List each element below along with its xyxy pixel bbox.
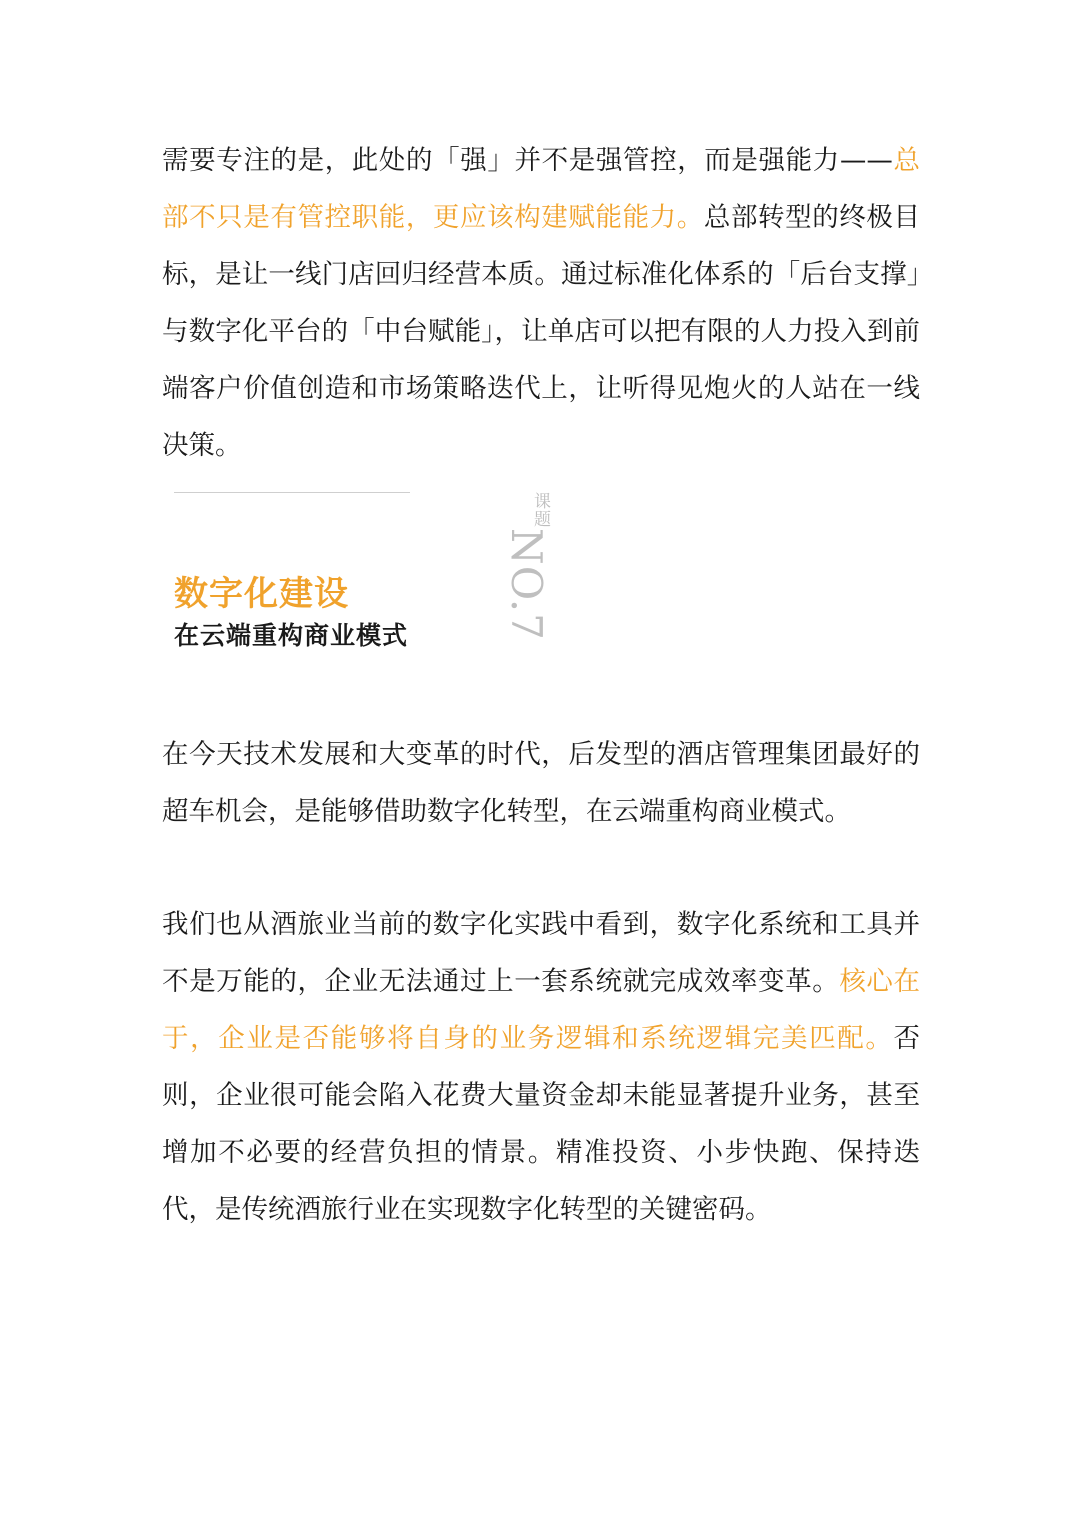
section-divider xyxy=(174,492,410,493)
body-text-start: 我们也从酒旅业当前的数字化实践中看到，数字化系统和工具并不是万能的，企业无法通过上一套系统就完成效率变革。 xyxy=(162,909,920,997)
body-paragraph-2 xyxy=(162,896,920,1238)
body-paragraph-1: 在今天技术发展和大变革的时代，后发型的酒店管理集团最好的超车机会，是能够借助数字化转型，在云端重构商业模式。 xyxy=(162,739,920,827)
section-subtitle: 在云端重构商业模式 xyxy=(174,621,409,650)
intro-paragraph xyxy=(162,132,920,474)
section-number: NO.7 xyxy=(502,528,551,641)
body-highlight: 核心在于，企业是否能够将自身的业务逻辑和系统逻辑完美匹配。 xyxy=(162,966,921,1054)
intro-text-start: 需要专注的是，此处的「强」并不是强管控，而是强能力—— xyxy=(162,145,893,176)
section-number-badge xyxy=(502,492,553,641)
section-title: 数字化建设 xyxy=(174,574,349,614)
section-label: 课题 xyxy=(530,492,550,528)
intro-highlight: 总部不只是有管控职能，更应该构建赋能能力。 xyxy=(162,145,921,233)
body-text-end: 否则，企业很可能会陷入花费大量资金却未能显著提升业务，甚至增加不必要的经营负担的情景。精准投资、小步快跑、保持迭代，是传统酒旅行业在实现数字化转型的关键密码。 xyxy=(162,1023,920,1225)
intro-text-end: 总部转型的终极目标，是让一线门店回归经营本质。通过标准化体系的「后台支撑」与数字化平台的「中台赋能」，让单店可以把有限的人力投入到前端客户价值创造和市场策略迭代上，让听得见炮火的人站在一线决策。 xyxy=(162,202,921,461)
